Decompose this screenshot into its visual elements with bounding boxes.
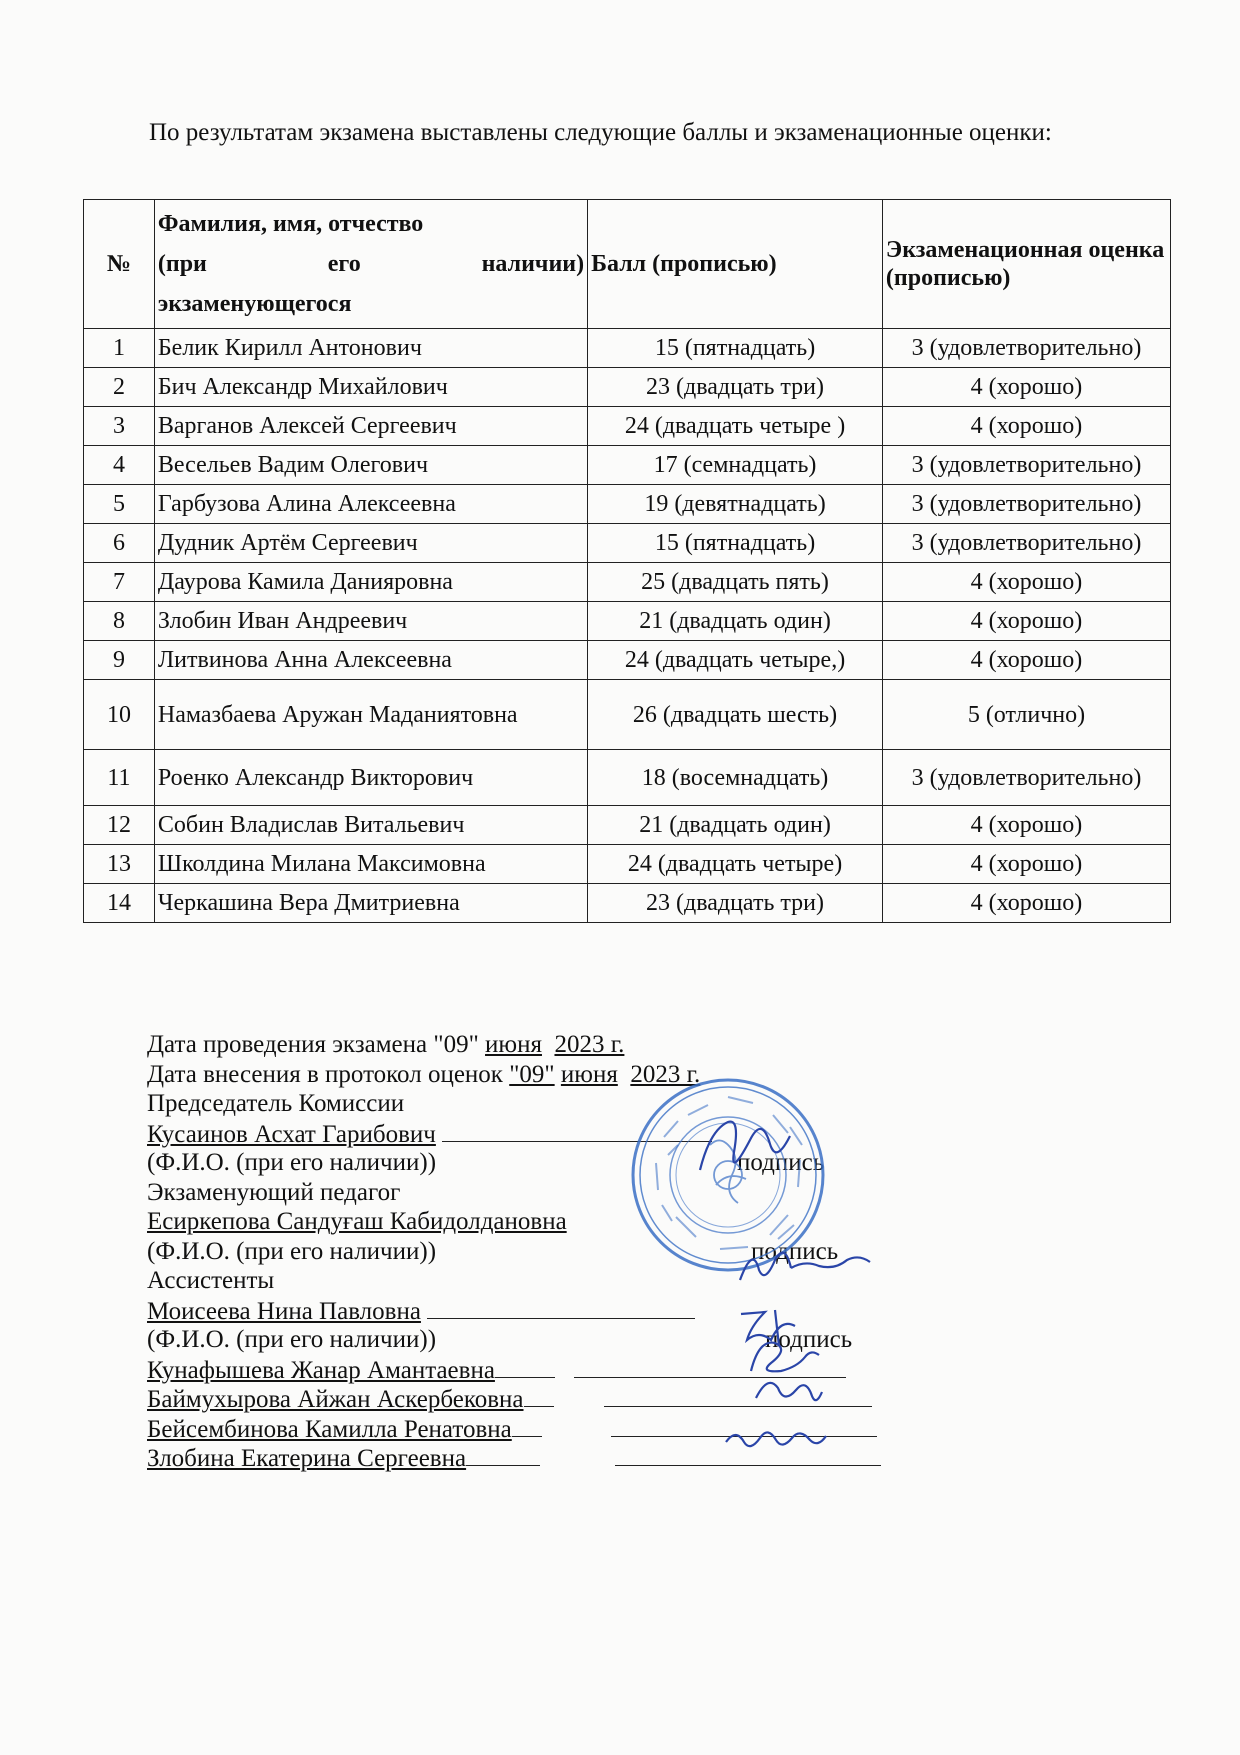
row-score: 17 (семнадцать) <box>588 446 883 485</box>
row-name: Бич Александр Михайлович <box>154 368 587 407</box>
row-name: Собин Владислав Витальевич <box>154 806 587 845</box>
table-row <box>84 750 1171 806</box>
row-grade: 4 (хорошо) <box>882 884 1170 923</box>
header-fio-line3: экзаменующегося <box>157 291 352 317</box>
signature-label: подпись <box>751 1237 839 1265</box>
assistant-line <box>147 1443 1047 1473</box>
chair-name-line <box>147 1119 1047 1149</box>
row-name: Намазбаева Аружан Маданиятовна <box>154 680 587 750</box>
row-score: 24 (двадцать четыре ) <box>588 407 883 446</box>
table-row <box>84 806 1171 845</box>
protocol-date-day: "09" <box>509 1060 555 1088</box>
row-grade: 4 (хорошо) <box>882 602 1170 641</box>
header-fio-word3: наличии) <box>481 251 585 277</box>
row-name: Литвинова Анна Алексеевна <box>154 641 587 680</box>
row-number: 5 <box>84 485 155 524</box>
table-row <box>84 329 1171 368</box>
header-fio <box>154 200 587 329</box>
exam-date-year: 2023 г. <box>554 1031 625 1058</box>
row-name: Роенко Александр Викторович <box>154 750 587 806</box>
examiner-name-line <box>147 1207 1047 1237</box>
chair-title: Председатель Комиссии <box>147 1090 405 1117</box>
signature-blank <box>466 1443 540 1466</box>
row-number: 12 <box>84 806 155 845</box>
table-row <box>84 368 1171 407</box>
row-grade: 4 (хорошо) <box>882 641 1170 680</box>
protocol-date-year: 2023 г. <box>630 1060 701 1088</box>
row-number: 10 <box>84 680 155 750</box>
row-grade: 4 (хорошо) <box>882 845 1170 884</box>
row-name: Школдина Милана Максимовна <box>154 845 587 884</box>
row-grade: 5 (отлично) <box>882 680 1170 750</box>
row-score: 19 (девятнадцать) <box>588 485 883 524</box>
header-score: Балл (прописью) <box>588 200 883 329</box>
row-score: 15 (пятнадцать) <box>588 524 883 563</box>
row-grade: 3 (удовлетворительно) <box>882 485 1170 524</box>
row-score: 18 (восемнадцать) <box>588 750 883 806</box>
fio-note-line-2 <box>147 1237 1047 1267</box>
row-grade: 4 (хорошо) <box>882 563 1170 602</box>
protocol-date-month: июня <box>560 1060 618 1088</box>
row-score: 15 (пятнадцать) <box>588 329 883 368</box>
assistant-name: Баймухырова Айжан Аскербековна <box>147 1386 524 1413</box>
fio-note: (Ф.И.О. (при его наличии)) <box>147 1326 437 1353</box>
row-grade: 4 (хорошо) <box>882 368 1170 407</box>
row-score: 26 (двадцать шесть) <box>588 680 883 750</box>
header-fio-line2 <box>158 244 584 284</box>
header-fio-word1: (при <box>157 251 207 277</box>
row-name: Дудник Артём Сергеевич <box>154 524 587 563</box>
row-score: 23 (двадцать три) <box>588 884 883 923</box>
row-name: Варганов Алексей Сергеевич <box>154 407 587 446</box>
row-name: Весельев Вадим Олегович <box>154 446 587 485</box>
protocol-date-prefix: Дата внесения в протокол оценок <box>147 1060 510 1088</box>
row-grade: 4 (хорошо) <box>882 806 1170 845</box>
assistants-title: Ассистенты <box>147 1267 275 1294</box>
row-grade: 3 (удовлетворительно) <box>882 750 1170 806</box>
table-row <box>84 641 1171 680</box>
signature-blank <box>427 1296 695 1319</box>
signature-blank <box>512 1414 542 1437</box>
table-row <box>84 884 1171 923</box>
exam-date-prefix: Дата проведения экзамена "09" <box>147 1031 486 1058</box>
row-number: 7 <box>84 563 155 602</box>
assistant-line <box>147 1296 1047 1326</box>
row-number: 9 <box>84 641 155 680</box>
fio-note: (Ф.И.О. (при его наличии)) <box>147 1149 437 1176</box>
row-number: 6 <box>84 524 155 563</box>
assistant-line <box>147 1414 1047 1444</box>
signature-blank <box>604 1384 872 1407</box>
row-score: 21 (двадцать один) <box>588 806 883 845</box>
signature-blank <box>524 1384 554 1407</box>
signatures-block <box>147 1030 1047 1473</box>
assistant-line <box>147 1355 1047 1385</box>
row-name: Злобин Иван Андреевич <box>154 602 587 641</box>
row-score: 24 (двадцать четыре) <box>588 845 883 884</box>
table-header-row <box>84 200 1171 329</box>
row-name: Белик Кирилл Антонович <box>154 329 587 368</box>
row-number: 3 <box>84 407 155 446</box>
examiner-name: Есиркепова Сандуғаш Кабидолдановна <box>147 1208 567 1235</box>
table-row <box>84 602 1171 641</box>
assistant-name: Моисеева Нина Павловна <box>147 1297 421 1325</box>
row-number: 13 <box>84 845 155 884</box>
table-row <box>84 845 1171 884</box>
header-grade: Экзаменационная оценка (прописью) <box>882 200 1170 329</box>
protocol-date-line <box>147 1060 1047 1090</box>
assistant-line <box>147 1384 1047 1414</box>
fio-note-line-3 <box>147 1325 1047 1355</box>
row-grade: 4 (хорошо) <box>882 407 1170 446</box>
header-fio-word2: его <box>327 251 361 277</box>
handwritten-signature-icon <box>690 1100 810 1190</box>
row-score: 21 (двадцать один) <box>588 602 883 641</box>
row-number: 4 <box>84 446 155 485</box>
table-row <box>84 680 1171 750</box>
row-grade: 3 (удовлетворительно) <box>882 329 1170 368</box>
row-score: 23 (двадцать три) <box>588 368 883 407</box>
fio-note-line-1 <box>147 1148 1047 1178</box>
table-row <box>84 485 1171 524</box>
signature-label: подпись <box>765 1326 853 1353</box>
row-score: 25 (двадцать пять) <box>588 563 883 602</box>
row-grade: 3 (удовлетворительно) <box>882 524 1170 563</box>
table-row <box>84 563 1171 602</box>
assistant-name: Бейсембинова Камилла Ренатовна <box>147 1415 512 1443</box>
assistant-name: Кунафышева Жанар Амантаевна <box>147 1356 495 1384</box>
chair-name: Кусаинов Асхат Гарибович <box>147 1120 436 1148</box>
fio-note: (Ф.И.О. (при его наличии)) <box>147 1237 437 1265</box>
signature-label: подпись <box>737 1149 825 1176</box>
examiner-title: Экзаменующий педагог <box>147 1178 401 1206</box>
header-fio-line1: Фамилия, имя, отчество <box>157 211 424 237</box>
signature-blank <box>495 1355 555 1378</box>
assistant-name: Злобина Екатерина Сергеевна <box>147 1445 467 1472</box>
table-row <box>84 446 1171 485</box>
table-row <box>84 407 1171 446</box>
row-name: Гарбузова Алина Алексеевна <box>154 485 587 524</box>
handwritten-signature-icon <box>750 1368 825 1413</box>
row-number: 2 <box>84 368 155 407</box>
row-grade: 3 (удовлетворительно) <box>882 446 1170 485</box>
row-number: 11 <box>84 750 155 806</box>
intro-text: По результатам экзамена выставлены следующие баллы и экзаменационные оценки: <box>149 119 1052 146</box>
row-number: 14 <box>84 884 155 923</box>
row-name: Даурова Камила Данияровна <box>154 563 587 602</box>
handwritten-signature-icon <box>720 1418 830 1458</box>
handwritten-signature-icon <box>735 1240 875 1290</box>
exam-date-line <box>147 1030 1047 1060</box>
exam-date-month: июня <box>485 1031 542 1058</box>
grades-table <box>83 199 1171 923</box>
header-number: № <box>84 200 155 329</box>
row-name: Черкашина Вера Дмитриевна <box>154 884 587 923</box>
row-score: 24 (двадцать четыре,) <box>588 641 883 680</box>
table-row <box>84 524 1171 563</box>
row-number: 1 <box>84 329 155 368</box>
row-number: 8 <box>84 602 155 641</box>
